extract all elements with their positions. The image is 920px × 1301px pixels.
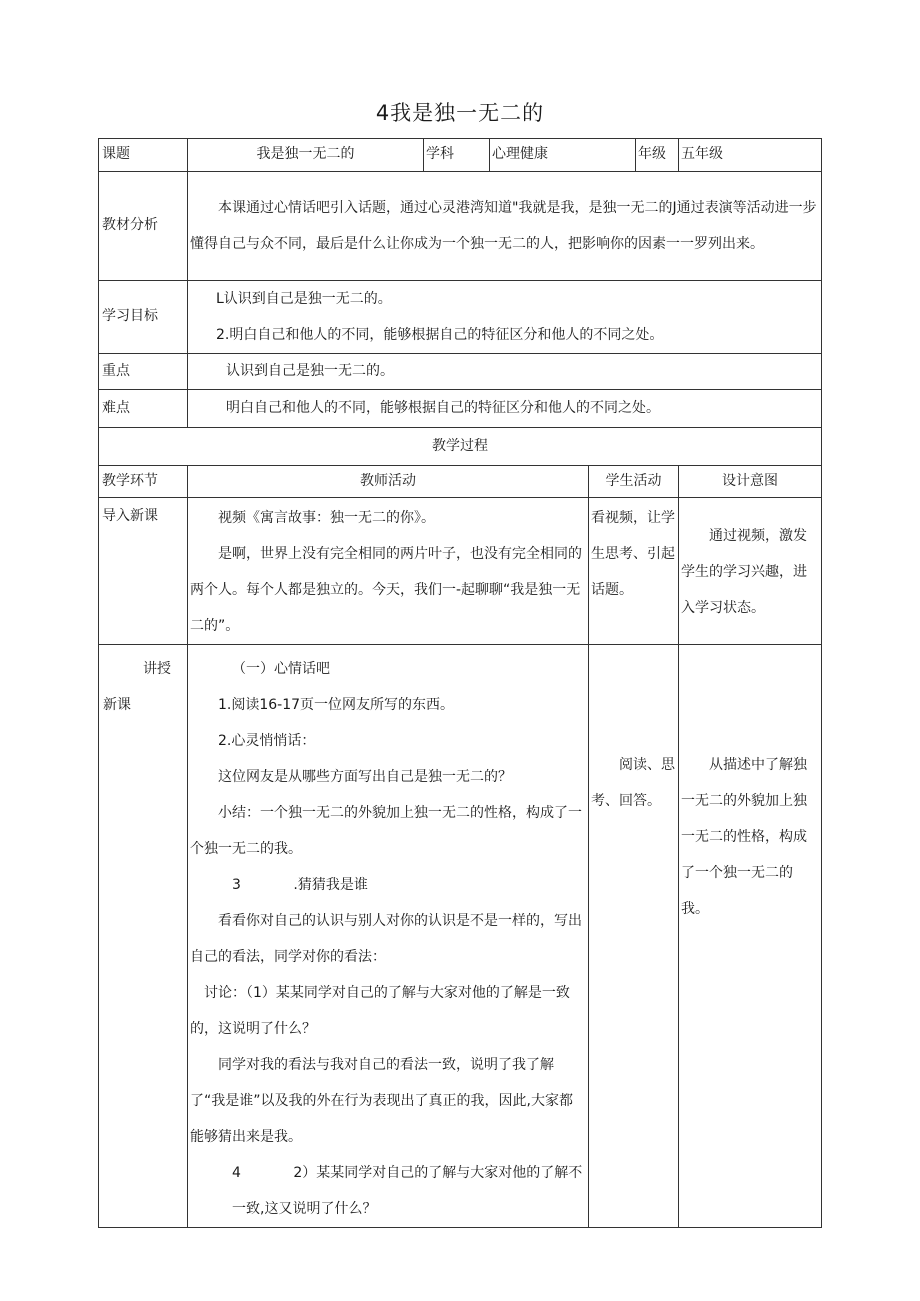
intro-row <box>99 498 822 645</box>
course-label: 学科 <box>424 139 490 172</box>
goals-label: 学习目标 <box>99 281 188 354</box>
lecture-line: 讨论：（1）某某同学对自己的了解与大家对他的了解是一致的，这说明了什么？ <box>190 985 570 1037</box>
key-point-text: 认识到自己是独一无二的。 <box>188 354 822 390</box>
key-point-row <box>99 354 822 390</box>
lecture-line: 4 <box>232 1165 241 1181</box>
header-intent: 设计意图 <box>679 466 822 498</box>
grade-value: 五年级 <box>679 139 822 172</box>
lecture-intent: 从描述中了解独一无二的外貌加上独一无二的性格，构成了一个独一无二的我。 <box>681 757 807 917</box>
header-teacher: 教师活动 <box>188 466 589 498</box>
lecture-line: 这位网友是从哪些方面写出自己是独一无二的？ <box>218 769 512 785</box>
header-stage: 教学环节 <box>99 466 188 498</box>
lecture-line: 2.心灵悄悄话： <box>218 733 316 749</box>
lecture-line: 2）某某同学对自己的了解与大家对他的了解不一致,这又说明了什么？ <box>232 1165 583 1217</box>
difficulty-label: 难点 <box>99 390 188 428</box>
lecture-stage-line: 讲授 <box>143 661 171 677</box>
analysis-label: 教材分析 <box>99 172 188 281</box>
intro-intent: 通过视频，激发学生的学习兴趣，进入学习状态。 <box>681 528 807 616</box>
intro-stage: 导入新课 <box>99 498 188 645</box>
lecture-line: .猜猜我是谁 <box>293 877 368 893</box>
header-student: 学生活动 <box>589 466 679 498</box>
intro-student: 看视频，让学生思考、引起话题。 <box>591 510 675 598</box>
process-header-row <box>99 466 822 498</box>
goals-row <box>99 281 822 354</box>
intro-teacher-line: 视频《寓言故事：独一无二的你》。 <box>218 510 435 526</box>
analysis-text: 本课通过心情话吧引入话题，通过心灵港湾知道"我就是我，是独一无二的J通过表演等活动进一步懂得自己与众不同，最后是什么让你成为一个独一无二的人，把影响你的因素一一罗列出来。 <box>190 200 817 252</box>
lecture-line: （一）心情话吧 <box>232 661 330 677</box>
lecture-line: 看看你对自己的认识与别人对你的认识是不是一样的，写出自己的看法，同学对你的看法： <box>190 913 582 965</box>
difficulty-text: 明白自己和他人的不同，能够根据自己的特征区分和他人的不同之处。 <box>188 390 822 428</box>
analysis-row <box>99 172 822 281</box>
process-title: 教学过程 <box>99 428 822 466</box>
intro-teacher-line: 是啊，世界上没有完全相同的两片叶子，也没有完全相同的两个人。每个人都是独立的。今天，我们一-起聊聊“我是独一无二的”。 <box>190 546 582 634</box>
subject-label: 课题 <box>99 139 188 172</box>
goal-item: 2.明白自己和他人的不同，能够根据自己的特征区分和他人的不同之处。 <box>216 327 664 343</box>
header-row <box>99 139 822 172</box>
lecture-student: 阅读、思考、回答。 <box>591 757 675 809</box>
goal-item: L认识到自己是独一无二的。 <box>216 291 392 307</box>
subject-value: 我是独一无二的 <box>188 139 424 172</box>
grade-label: 年级 <box>636 139 679 172</box>
lecture-stage-line: 新课 <box>103 697 131 713</box>
lecture-row <box>99 645 822 1228</box>
lecture-line: 小结：一个独一无二的外貌加上独一无二的性格，构成了一个独一无二的我。 <box>190 805 582 857</box>
process-title-row <box>99 428 822 466</box>
lesson-plan-table <box>98 138 822 1228</box>
difficulty-row <box>99 390 822 428</box>
document-title: 4我是独一无二的 <box>375 101 545 125</box>
course-value: 心理健康 <box>490 139 636 172</box>
lecture-line: 1.阅读16-17页一位网友所写的东西。 <box>218 697 455 713</box>
lecture-line: 同学对我的看法与我对自己的看法一致，说明了我了解了“我是谁”以及我的外在行为表现出了真正的我，因此,大家都能够猜出来是我。 <box>190 1057 573 1145</box>
key-point-label: 重点 <box>99 354 188 390</box>
lecture-line: 3 <box>232 877 241 893</box>
